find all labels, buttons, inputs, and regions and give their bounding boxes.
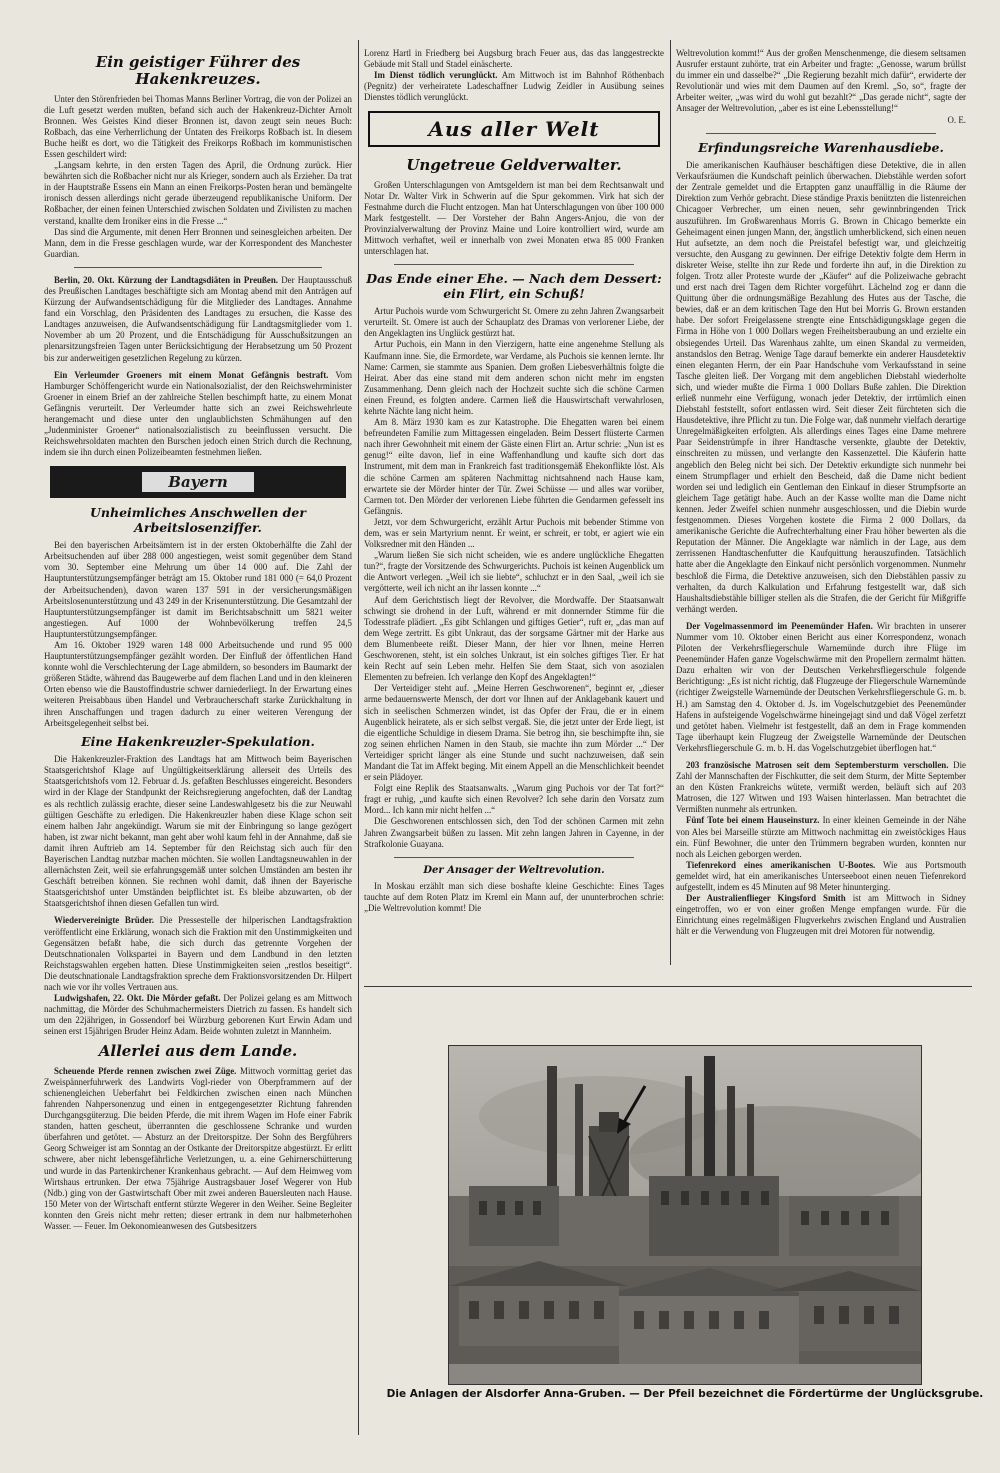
headline: Ungetreue Geldverwalter. xyxy=(406,156,622,175)
headline: Allerlei aus dem Lande. xyxy=(98,1042,298,1061)
faded-print-area xyxy=(368,1048,438,1378)
headline: Der Ansager der Weltrevolution. xyxy=(423,864,605,876)
column-2 xyxy=(364,48,664,980)
article-text: Der Verteidiger steht auf. „Meine Herren Geschworenen“, beginnt er, „dieser arme bedauernswerte Mensch, der dort vor Ihnen auf der Anklagebank kauert und sich in seelischen Schmerzen windet, ist das Opfer der Frau, die er in einem Augenblick heiratete, als er sich selbst vergaß. Sie, die jetzt unter der Erde liegt, ist die eigentliche Schuldige in diesem Drama. Sie betrog ihn, sie beschimpfte ihn, sie zog seinen ehrlichen Namen in den Staub, sie machte ihn zum Mörder ...“ Der Verteidiger spricht länger als eine Stunde und sucht nachzuweisen, daß sein Mandant die Tat im Affekt beging. Mit einem Appell an die Menschlichkeit beendet er sein Plädoyer. xyxy=(364,683,664,783)
article-text: Artur Puchois, ein Mann in den Vierzigern, hatte eine angenehme Stellung als Kaufmann inne. Sie, die Ermordete, war Verdame, als Puchois sie kennen lernte. Ihr Name: Carmen, sie stammte aus Spanien. Dem großen Liebesverhältnis folgte die Heirat. Aber das eine stand mit dem anderen schon nicht mehr im engsten Zusammenhang. Denn gleich nach der Hochzeit suchte sich die schöne Carmen einen Freund, es folgten andere. Carmen ließ die Hauswirtschaft verwahrlosen, kehrte Nächte lang nicht heim. xyxy=(364,339,664,416)
column-rule xyxy=(358,40,359,1435)
article-text: Die amerikanischen Kaufhäuser beschäftigen diese Detektive, die in allen Verkaufsräumen die Kundschaft peinlich überwachen. Diebstähle werden sofort der Zentrale gemeldet und die Ertappten ganz unauffällig in die Räume der Direktion zum Verhör gebracht. Diese ständige Praxis benützten die listenreichen Chicagoer Verbrecher, um einen neuen, sehr gewinnbringenden Trick auszuführen. Im Großwarenhaus Morris G. Brown in Chicago bemerkte ein Geheimagent einen jungen Mann, der, ängstlich umherblickend, sich einen neuen Hut aufsetzte, an dem noch die Preistafel befestigt war, und gleichzeitig versuchte, den Ausgang zu gewinnen. Der eifrige Detektiv folgte dem Herrn in diskreter Weise, stellte ihn zur Rede und forderte ihn auf, in die Direktion zu folgen. Trotz aller Proteste wurde der „Käufer“ auf die Polizeiwache gebracht und erst nach drei Tagen dem Richter vorgeführt. Lächelnd zog er dann die Quittung über die ordnungsmäßige Bezahlung des Hutes aus der Tasche, die bewies, daß er an dem kritischen Tage den Hut bei Morris G. Brown erstanden habe. Der sofort Freigelassene strengte eine Entschädigungsklage gegen die Firma in Höhe von 1 000 Dollars wegen Freiheitsberaubung an und erzielte ein obsiegendes Urteil. Das Warenhaus zahlte, um einen Skandal zu vermeiden, anstandslos den Betrag. Wenige Tage darauf bemerkte ein anderer Hausdetektiv einen eleganten Herrn, der ein Paar Handschuhe vom Verkaufsstand in seine Tasche gleiten ließ. Der Vorgang mit dem angeblichen Diebstahl wiederholte sich, und wieder mußte die Firma 1 000 Dollars Buße zahlen. Die Direktion erließ nunmehr eine Verfügung, wonach jeder Detektiv, der irrtümlich einen Diebstahl feststellt, sofort entlassen wird. Seit dieser Zeit fürchteten sich die Hausdetektive, ihre Pflicht zu tun. Die Folge war, daß nunmehr vielfach derartige Unregelmäßigkeiten erfolgten. Als allerdings eines Tages eine Dame mehrere Paar Seidenstrümpfe in ihrer Handtasche versenkte, glaubte der Detektiv, einschreiten zu müssen, und verlangte den Kassenzettel. Die Käuferin hatte angeblich den Beleg nicht bei sich. Der Detektiv erkundigte sich nunmehr bei einem Strumpflager und erhielt den Bescheid, daß die Dame nicht bedient worden sei und lediglich ein Gentleman den Einkauf in dieser Strumpfsorte an gleichem Tage getätigt habe. Auch an der Kasse wollte man die Dame nicht kennen. Jeder Zweifel schien nunmehr ausgeschlossen, und die Diebin wurde festgenommen. Dieses Vorgehen kostete die Firma 2 000 Dollars, da amerikanische Gerichte die Aufrechterhaltung einer Frau höher bewerten als die Reputation der Männer. Die Angeklagte war nämlich in der Lage, aus dem zerrissenen Handtaschenfutter die Kaufquittung herauszufinden. Tatsächlich hatte aber die Angeklagte den Einkauf nicht persönlich vorgenommen. Nunmehr beschloß die Firma, die Detektive anzuweisen, sich den Diebstählen passiv zu verhalten, da durch Kalkulation und Erfahrung festgestellt war, daß sich Haushaltsdiebstähle billiger stellen als die Strafen, die der Gericht für Mißgriffe verhängt werden. xyxy=(676,160,966,614)
column-3 xyxy=(676,48,966,980)
article-text: Bei den bayerischen Arbeitsämtern ist in der ersten Oktoberhälfte die Zahl der Arbeitsuchenden auf über 288 000 angestiegen, weist somit gegenüber dem Stand vom 30. September eine Mehrung um über 14 000 auf. Die Zahl der Hauptunterstützungsempfänger beträgt am 15. Oktober rund 181 000 (= 64,0 Prozent der Arbeitsuchenden), davon waren 137 591 in der versicherungsmäßigen Arbeitslosenunterstützung und 43 249 in der Krisenunterstützung. Die Gesamtzahl der Hauptunterstützungsempfänger ist damit im Berichtsabschnitt um 5821 weiter angestiegen. Auf 1000 der Wohnbevölkerung treffen 24,5 Hauptunterstützungsempfänger. xyxy=(44,540,352,639)
mine-illustration xyxy=(449,1046,921,1384)
lead-in: Ein Verleumder Groeners mit einem Monat Gefängnis bestraft. xyxy=(54,369,329,380)
article-text: Unter den Störenfrieden bei Thomas Manns Berliner Vortrag, die von der Polizei an die Luft gesetzt werden mußten, befand sich auch der Hakenkreuz-Dichter Arnolt Bronnen. Wes Geistes Kind dieser Bronnen ist, davon zeugt sein neues Buch: Roßbach, das eine Verherrlichung der Untaten des Freikorps Roßbach ist. In diesem Buche heißt es dort, wo die Tätigkeit des Freikorps Roßbach im kommunistischen Essen geschildert wird: xyxy=(44,93,352,159)
headline: Erfindungsreiche Warenhausdiebe. xyxy=(698,139,944,155)
lead-in: Scheuende Pferde rennen zwischen zwei Züge. xyxy=(54,1065,237,1076)
article-text: Am 16. Oktober 1929 waren 148 000 Arbeitsuchende und rund 95 000 Hauptunterstützungsempfänger gezählt worden. Der Einfluß der öffentlichen Hand konnte wohl die Verschlechterung der Lage abmildern, so besonders im Baumarkt der größeren Städte, während das Baugewerbe auf dem flachen Land und in den kleineren Orten ebenso wie die Baustoffindustrie schwer darniederliegt. In der Erwartung eines weiteren Preisabbaus üben Handel und Verbraucherschaft starke Zurückhaltung in ihren Anschaffungen und tragen dadurch zu einer weiteren Verengung der Arbeitsgelegenheit selbst bei. xyxy=(44,640,352,728)
article-text xyxy=(44,370,352,459)
article-text: Großen Unterschlagungen von Amtsgeldern ist man bei dem Rechtsanwalt und Notar Dr. Walter Virk in Schwerin auf die Spur gekommen. Virk hat sich der Festnahme durch die Flucht entzogen. Man hat Unterschlagungen von über 100 000 Mark festgestellt. — Der Vorsteher der Bahn Angers-Anjou, die von der Provinzialverwaltung der Provinz Maine und Loire kontrolliert wird, wurde am Mittwoch verhaftet, weil er innerhalb von zwei Monaten etwa 85 000 Franken unterschlagen hat. xyxy=(364,179,664,257)
section-title: Bayern xyxy=(142,472,253,492)
article-body: In einer kleinen Gemeinde in der Nähe von Ales bei Marseille stürzte am Mittwoch nachmittag ein zweistöckiges Haus ein. Fünf Bewohner, die unter den Trümmern begraben wurden, konnten nur noch als Leichen geborgen werden. xyxy=(676,815,966,859)
article-text xyxy=(676,760,966,815)
article-text: Das sind die Argumente, mit denen Herr Bronnen und seinesgleichen arbeiten. Der Mann, dem in die Fresse geschlagen wurde, war der Korrespondent des Manchester Guardian. xyxy=(44,226,352,259)
article-text: „Warum ließen Sie sich nicht scheiden, wie es andere unglückliche Ehegatten tun?“, fragte der Vorsitzende des Schwurgerichts. Puchois ist keinen Augenblick um die Antwort verlegen. „Weil ich sie liebte“, schluchzt er in den Saal, „weil ich sie vergötterte, weil ich nicht an ihr lassen konnte ...“ xyxy=(364,550,664,594)
lead-in: 203 französische Matrosen seit dem Septembersturm verschollen. xyxy=(686,760,949,770)
article-body: Vom Hamburger Schöffengericht wurde ein Nationalsozialist, der den Reichswehrminister Groener in einem Brief an der zahlreiche Stellen beschimpft hatte, zu einem Monat Gefängnis verurteilt. Der Verleumder hatte sich an zwei Reichswehrleute herangemacht und diese unter den unglaublichsten Schmähungen auf den „Judenminister Groener“ nationalsozialistisch zu beeinflussen versucht. Die Reichswehrsoldaten machten den Burschen jedoch einen Strich durch die Rechnung, indem sie ihn durch einen Polizeibeamten festnehmen ließen. xyxy=(44,369,352,458)
article-text: In Moskau erzählt man sich diese boshafte kleine Geschichte: Eines Tages tauchte auf dem Roten Platz im Kreml ein Mann auf, der ununterbrochen schrie: „Die Weltrevolution kommt! Die xyxy=(364,881,664,914)
separator xyxy=(74,267,322,268)
article-text xyxy=(676,815,966,859)
article-text xyxy=(44,993,352,1037)
lead-in: Fünf Tote bei einem Hauseinsturz. xyxy=(686,815,820,826)
article-body: Wir brachten in unserer Nummer vom 10. Oktober einen Bericht aus einer Korrespondenz, wonach Piloten der Verkehrsfliegerschule Warnemünde durch ihre Flüge im Peenemünder Hafen ganze Vogelschwärme mit den Propellern zermalmt hätten. Dazu erhalten wir von der Deutschen Verkehrsfliegerschule folgende Berichtigung: „Es ist nicht richtig, daß Flugzeuge der Fliegerschule Warnemünde (richtiger Zweigstelle Warnemünde der Deutschen Verkehrsfliegerschule G. m. b. H.) am Samstag den 4. Oktober d. Js. im Vogelschutzgebiet des Peenemünder Hafens in aufsteigende Vogelschwärme hineingejagt sind und daß Vögel zerfetzt und getötet haben. Vielmehr ist festgestellt, daß an dem in Frage kommenden Tage überhaupt kein Flugzeug der Zweigstelle Warnemünde der Deutschen Verkehrsfliegerschule G. m. b. H. das Vogelschutzgebiet überflogen hat.“ xyxy=(676,620,966,753)
article-text: „Langsam kehrte, in den ersten Tagen des April, die Ordnung zurück. Hier bewährten sich die Roßbacher nicht nur als Krieger, sondern auch als Erzieher. Da trat in der Hauptstraße Essens ein Mann an einen Freikorps-Posten heran und bemängelte ironisch dessen allerdings nicht gerade überzeugend republikanische Uniform. Der Roßbacher, der einen feinen Unterschied zwischen Soldaten und Zivilisten zu machen verstand, knallte dem Ironiker eins in die Fresse ...“ xyxy=(44,160,352,226)
article-body: Der Hauptausschuß des Preußischen Landtages beschäftigte sich am Montag abend mit den Anträgen auf Kürzung der Aufwandsentschädigung für die Mitglieder des Landtages. Annahme fand ein Vorschlag, den Präsidenten des Landtages zu ersuchen, die Kasse des Landtages anzuweisen, die Aufwandsentschädigung für Landtagsmitglieder vom 1. November ab um 20 Prozent, und die Entschädigung für Ausschußsitzungen an plenarsitzungsfreien Tagen unter Berücksichtigung der Herabsetzung um 50 Prozent bis zur anderweitigen gesetzlichen Regelung zu kürzen. xyxy=(44,274,352,363)
section-banner xyxy=(368,111,660,147)
mine-photo xyxy=(448,1045,922,1385)
article-text xyxy=(676,621,966,754)
lead-in: Wiedervereinigte Brüder. xyxy=(54,915,154,926)
section-banner xyxy=(50,466,346,498)
lead-in: Der Vogelmassenmord im Peenemünder Hafen. xyxy=(686,620,873,631)
article-body: Der Polizei gelang es am Mittwoch nachmittag, die Mörder des Schuhmachermeisters Dietrich zu fassen. Es handelt sich um den 22jährigen, in Gossendorf bei Würzburg geborenen Kurt Erwin Adam und seinen erst 15jährigen Bruder Heinz Adam. Beide wohnten zuletzt in Mannheim. xyxy=(44,993,352,1037)
headline: Ein geistiger Führer des Hakenkreuzes. xyxy=(95,53,301,89)
section-title: Aus aller Welt xyxy=(428,117,600,142)
headline: Das Ende einer Ehe. — Nach dem Dessert: ein Flirt, ein Schuß! xyxy=(366,271,662,301)
article-body: Mittwoch vormittag geriet das Zweispännerfuhrwerk des Landwirts Vogl-rieder von Oberpframmern auf der schienengleichen Ueberfahrt bei Feldkirchen zwischen einen nach München fahrenden Nahpersonenzug und einen in entgegengesetzter Richtung fahrenden Durchgangsgüterzug. Die beiden Pferde, die mit ihrem Wagen im Hofe einer Fabrik standen, hatten gescheut, überrannten die geschlossene Schranke und wurden überfahren und getötet. — Absturz an der Dreitorspitze. Der Sohn des Bergführers Georg Schweiger ist am Sonntag an der Ostkante der Dreitorspitze abgestürzt. Er erlitt schwere, aber nicht lebensgefährliche Verletzungen, u. a. eine Gehirnerschütterung und wurde in das Partenkirchener Krankenhaus gebracht. — Auf dem Heimweg vom Wirtshaus ertrunken. Der etwa 75jährige Austragsbauer Josef Wegerer von Hub (Ndb.) ging von der Gastwirtschaft Ober mit zwei anderen Bauersleuten nach Hause. 150 Meter von der Wirtschaft entfernt stürzte Wegerer in den Weiher. Seine Begleiter konnten den Greis nicht mehr retten; dieser ertrank in dem nur halbmeterhohen Wasser. — Feuer. Im Oekonomieanwesen des Gutsbesitzers xyxy=(44,1065,352,1232)
lead-in: Tiefenrekord eines amerikanischen U-Bootes. xyxy=(686,859,876,870)
article-body: Am Mittwoch ist im Bahnhof Röthenbach (Pegnitz) der verheiratete Ladeschaffner Ludwig Zeidler in Ausübung seines Dienstes tödlich verunglückt. xyxy=(364,70,664,103)
article-body: Wie aus Portsmouth gemeldet wird, hat ein amerikanisches Unterseeboot einen neuen Tiefenrekord aufgestellt, indem es 45 Minuten auf 98 Meter hinunterging. xyxy=(676,859,966,893)
separator xyxy=(394,264,634,265)
signature: O. E. xyxy=(947,114,966,125)
article-text xyxy=(44,915,352,993)
lead-in: Berlin, 20. Okt. Kürzung der Landtagsdiäten in Preußen. xyxy=(54,274,278,285)
article-body: Die Pressestelle der hilperischen Landtagsfraktion veröffentlicht eine Erklärung, wonach sich die Fraktion mit den Unstimmigkeiten und Gegensätzen befaßt habe, die sich durch das getrennte Vorgehen der Deutschnationalen Volkspartei in Bayern und dem Landbund in den letzten Reichstagswahlen ergeben hatten. Diese Unstimmigkeiten seien „restlos beseitigt“. Die deutschnationale Landtagsfraktion spreche dem Fraktionsvorsitzenden Dr. Hilpert nach wie vor ihr volles Vertrauen aus. xyxy=(44,915,352,992)
article-text xyxy=(44,1066,352,1232)
article-text: Die Hakenkreuzler-Fraktion des Landtags hat am Mittwoch beim Bayerischen Staatsgerichtshof Klage auf Ungültigkeitserklärung allerseit des Urteils des Staatsgerichtshofs vom 12. Februar d. Js. gefaßten Beschlusses eingereicht. Besonders wird in der Klage der Standpunkt der Reichsregierung angefochten, daß der Landtag es als rechtlich zulässig erachte, dieser seine Landeswahlgesetz bis die zur Neuwahl gültigen Geschäfte zu erledigen. Die Hakenkreuzler haben diese Klage schon seit einem halben Jahr angekündigt. Warum sie mit der Einbringung so lange gezögert haben, ist zwar nicht bekannt, man geht aber wohl kaum fehl in der Annahme, daß sie damit ihren Auftrieb am 14. September für den Reichstag sich auch für den Bayerischen Landtag nutzbar machen möchten. Sie wollen Landtagsneuwahlen in der allernächsten Zeit, weil sie erfahrungsgemäß unter solchen Umständen am besten ihr Geschäft betreiben können. Sie rechnen wohl damit, daß ihnen der Bayerische Staatsgerichtshof unter Umständen beipflichtet ist. Es bleibe abzuwarten, ob der Staatsgerichtshof ihnen diesen Gefallen tun wird. xyxy=(44,754,352,909)
article-text: Auf dem Gerichtstisch liegt der Revolver, die Mordwaffe. Der Staatsanwalt schwingt sie drohend in der Luft, während er mit donnernder Stimme für die Todesstrafe plädiert. „Es gibt Schlangen und giftiges Getier“, ruft er, „das man auf dem Wege zertritt. Es gibt Unkraut, das der sorgsame Gärtner mit der Harke aus dem Blumenbeete reißt. Dieser Mann, der hier vor Ihnen, meine Herren Geschworenen, steht, ist ein solches Unkraut, ist ein solches giftiges Tier. Er hat kein Recht auf sein Leben mehr. Helfen Sie dem Staat, sich von asozialen Elementen zu befreien. Ich verlange den Kopf des Angeklagten!“ xyxy=(364,594,664,683)
photo-top-rule xyxy=(364,986,972,987)
article-body: ist am Mittwoch in Sidney eingetroffen, wo er von einer großen Menge empfangen wurde. Für die Einrichtung eines regelmäßigen Flugverkehrs zwischen England und Australien hält er die Verwendung von Flugzeugen mit drei Motoren für notwendig. xyxy=(676,893,966,937)
lead-in: Im Dienst tödlich verunglückt. xyxy=(374,70,498,81)
article-body: Die Zahl der Mannschaften der Fischkutter, die seit dem Sturm, der Mitte September an den Küsten Frankreichs wütete, vermißt werden, beläuft sich auf 203 Matrosen, die 127 Witwen und 193 Waisen hinterlassen. Man betrachtet die Vermißten nunmehr als ertrunken. xyxy=(676,760,966,815)
column-rule xyxy=(670,40,671,965)
column-1 xyxy=(44,48,352,1433)
article-text: Artur Puchois wurde vom Schwurgericht St. Omere zu zehn Jahren Zwangsarbeit verurteilt. St. Omere ist auch der Schauplatz des Dramas von verlorener Liebe, der den Angeklagten ins Unglück gestürzt hat. xyxy=(364,306,664,339)
article-text xyxy=(364,70,664,103)
separator xyxy=(394,857,634,858)
article-text xyxy=(676,893,966,937)
article-text: Weltrevolution kommt!“ Aus der großen Menschenmenge, die diesem seltsamen Ausrufer erstaunt zuhörte, trat ein Arbeiter und fragte: „Genosse, warum brüllst du immer ein und dasselbe?“ „Die Regierung bezahlt mich dafür“, erwiderte der Revolutionär und wies mit dem Daumen auf den Kreml. „So, so“, fragte der Arbeiter weiter, „was wird du wohl gut bezahlt?“ „Das gerade nicht“, sagte der Ansager der Weltrevolution, „aber es ist eine Lebensstellung!“ xyxy=(676,48,966,114)
article-text: Am 8. März 1930 kam es zur Katastrophe. Die Ehegatten waren bei einem befreundeten Familie zum Mittagessen eingeladen. Beim Dessert flüsterte Carmen nach ihrer Gewohnheit mit einem der Gäste einen Flirt an. Artur schrie: „Nun ist es genug!“ eilte davon, lief in eine Waffenhandlung und kaufte sich dort das Instrument, mit dem man in Frankreich fast traditionsgemäß Ehekonflikte löst. Als die schöne Carmen am späteren Nachmittag nichtsahnend nach Hause kam, erwartete sie der Mörder hinter der Tür. Zwei Schüsse — und alles war vorüber, Carmen tot. Den Mörder der verlorenen Liebe führten die Gendarmen gefesselt ins Gefängnis. xyxy=(364,417,664,516)
article-text xyxy=(676,860,966,893)
article-text: Jetzt, vor dem Schwurgericht, erzählt Artur Puchois mit bebender Stimme von dem, was er sein Martyrium nennt. Er weint, er schreit, er tobt, er agiert wie ein Volksredner mit den Händen ... xyxy=(364,516,664,550)
lead-in: Ludwigshafen, 22. Okt. Die Mörder gefaßt. xyxy=(54,993,221,1004)
lead-in: Der Australienflieger Kingsford Smith xyxy=(686,893,846,904)
article-text: Die Geschworenen entschlossen sich, den Tod der schönen Carmen mit zehn Jahren Zwangsarbeit büßen zu lassen. Mit zehn langen Jahren in Cayenne, in der Strafkolonie Guayana. xyxy=(364,816,664,849)
separator xyxy=(706,133,936,134)
article-text: Lorenz Hartl in Friedberg bei Augsburg brach Feuer aus, das das langgestreckte Gebäude mit Stall und Stadel einäscherte. xyxy=(364,48,664,70)
article-text xyxy=(44,275,352,364)
headline: Unheimliches Anschwellen der Arbeitslosenziffer. xyxy=(90,505,306,535)
photo-caption: Die Anlagen der Alsdorfer Anna-Gruben. — Der Pfeil bezeichnet die Fördertürme der Unglücksgrube. xyxy=(386,1388,984,1400)
headline: Eine Hakenkreuzler-Spekulation. xyxy=(81,733,315,749)
article-text: Folgt eine Replik des Staatsanwalts. „Warum ging Puchois vor der Tat fort?“ fragt er ruhig, „und kaufte sich einen Revolver? Ich sehe darin den Vorsatz zum Mord... Ich kann mir nicht helfen ...“ xyxy=(364,783,664,816)
